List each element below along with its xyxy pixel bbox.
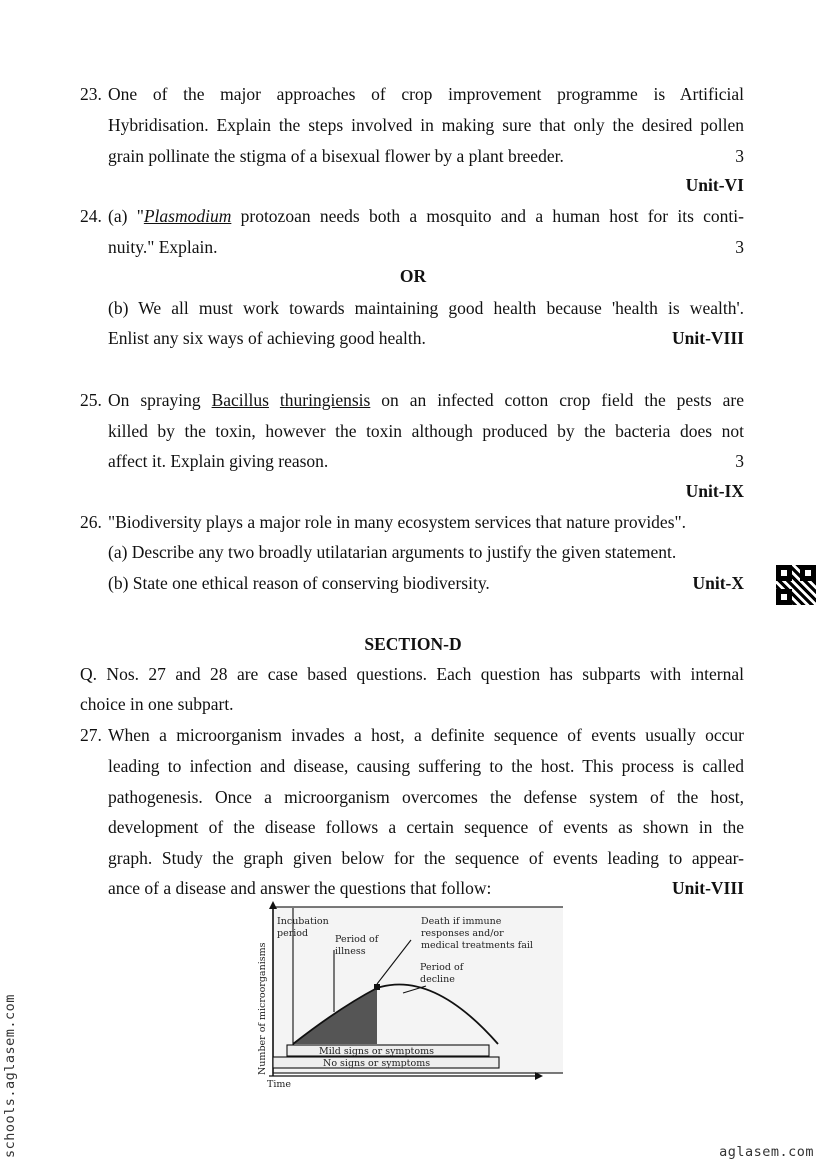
q24-b-line1: (b) We all must work towards maintaining good health because 'health is wealth'. (108, 298, 744, 318)
unit-viii-label: Unit-VIII (672, 328, 744, 348)
q25-marks: 3 (735, 451, 744, 471)
death-label-3: medical treatments fail (421, 940, 533, 951)
unit-x-label: Unit-X (692, 573, 744, 593)
unit-vi-label: Unit-VI (685, 175, 744, 195)
mild-symptoms-label: Mild signs or symptoms (319, 1046, 434, 1057)
illness-label-1: Period of (335, 934, 379, 945)
q24-number: 24. (80, 206, 102, 226)
bacillus-term: Bacillus (211, 390, 269, 410)
q25-line2: killed by the toxin, however the toxin although produced by the bacteria does not (108, 421, 744, 441)
unit-ix-label: Unit-IX (685, 481, 744, 501)
q27-line4: development of the disease follows a certain sequence of events as shown in the (108, 817, 744, 837)
death-label-1: Death if immune (421, 916, 502, 927)
q27-line6: ance of a disease and answer the questions that follow: (108, 878, 492, 898)
section-d-intro1: Q. Nos. 27 and 28 are case based questions. Each question has subparts with internal (80, 664, 744, 684)
q24-a-line1: (a) "Plasmodium protozoan needs both a mosquito and a human host for its conti- (108, 206, 744, 226)
q27-line5: graph. Study the graph given below for the sequence of events leading to appear- (108, 848, 744, 868)
decline-label-2: decline (420, 974, 455, 985)
plasmodium-term: Plasmodium (143, 206, 232, 226)
q27-line3: pathogenesis. Once a microorganism overcomes the defense system of the host, (108, 787, 744, 807)
incubation-label-2: period (277, 928, 309, 939)
illness-label-2: illness (335, 946, 366, 957)
q24-b-line2: Enlist any six ways of achieving good health. (108, 328, 426, 348)
q23-line2: Hybridisation. Explain the steps involved in making sure that only the desired pollen (108, 115, 744, 135)
q25-line1: On spraying Bacillus thuringiensis on an infected cotton crop field the pests are (108, 390, 744, 410)
q24-a-line2: nuity." Explain. (108, 237, 218, 257)
side-watermark[interactable]: schools.aglasem.com (2, 994, 18, 1158)
x-axis-label: Time (267, 1079, 292, 1090)
no-symptoms-label: No signs or symptoms (323, 1058, 431, 1069)
pathogenesis-graph (243, 900, 563, 1090)
y-axis-arrow-icon (269, 901, 277, 909)
decline-label-1: Period of (420, 962, 464, 973)
y-axis-label: Number of microorganisms (257, 942, 268, 1075)
corner-watermark[interactable]: aglasem.com (719, 1144, 814, 1160)
q27-number: 27. (80, 725, 102, 745)
q27-unit: Unit-VIII (672, 878, 744, 898)
q24-or: OR (399, 266, 427, 286)
q24-marks: 3 (735, 237, 744, 257)
incubation-label-1: Incubation (277, 916, 329, 927)
qr-code-icon[interactable] (776, 565, 816, 605)
q27-line2: leading to infection and disease, causing suffering to the host. This process is called (108, 756, 744, 776)
section-d-title: SECTION-D (364, 634, 462, 654)
death-label-2: responses and/or (421, 928, 504, 939)
q23-number: 23. (80, 84, 102, 104)
q26-a: (a) Describe any two broadly utilatarian arguments to justify the given statement. (108, 542, 677, 562)
q26-number: 26. (80, 512, 102, 532)
q23-line3: grain pollinate the stigma of a bisexual flower by a plant breeder. (108, 146, 564, 166)
q25-number: 25. (80, 390, 102, 410)
thuringiensis-term: thuringiensis (279, 390, 371, 410)
q23-marks: 3 (735, 146, 744, 166)
death-point (374, 984, 380, 990)
q25-line3: affect it. Explain giving reason. (108, 451, 329, 471)
q27-line1: When a microorganism invades a host, a definite sequence of events usually occur (108, 725, 744, 745)
q26-b: (b) State one ethical reason of conserving biodiversity. (108, 573, 490, 593)
section-d-intro2: choice in one subpart. (80, 694, 234, 714)
q23-line1: One of the major approaches of crop improvement programme is Artificial (108, 84, 744, 104)
q26-line1: "Biodiversity plays a major role in many ecosystem services that nature provides". (108, 512, 687, 532)
